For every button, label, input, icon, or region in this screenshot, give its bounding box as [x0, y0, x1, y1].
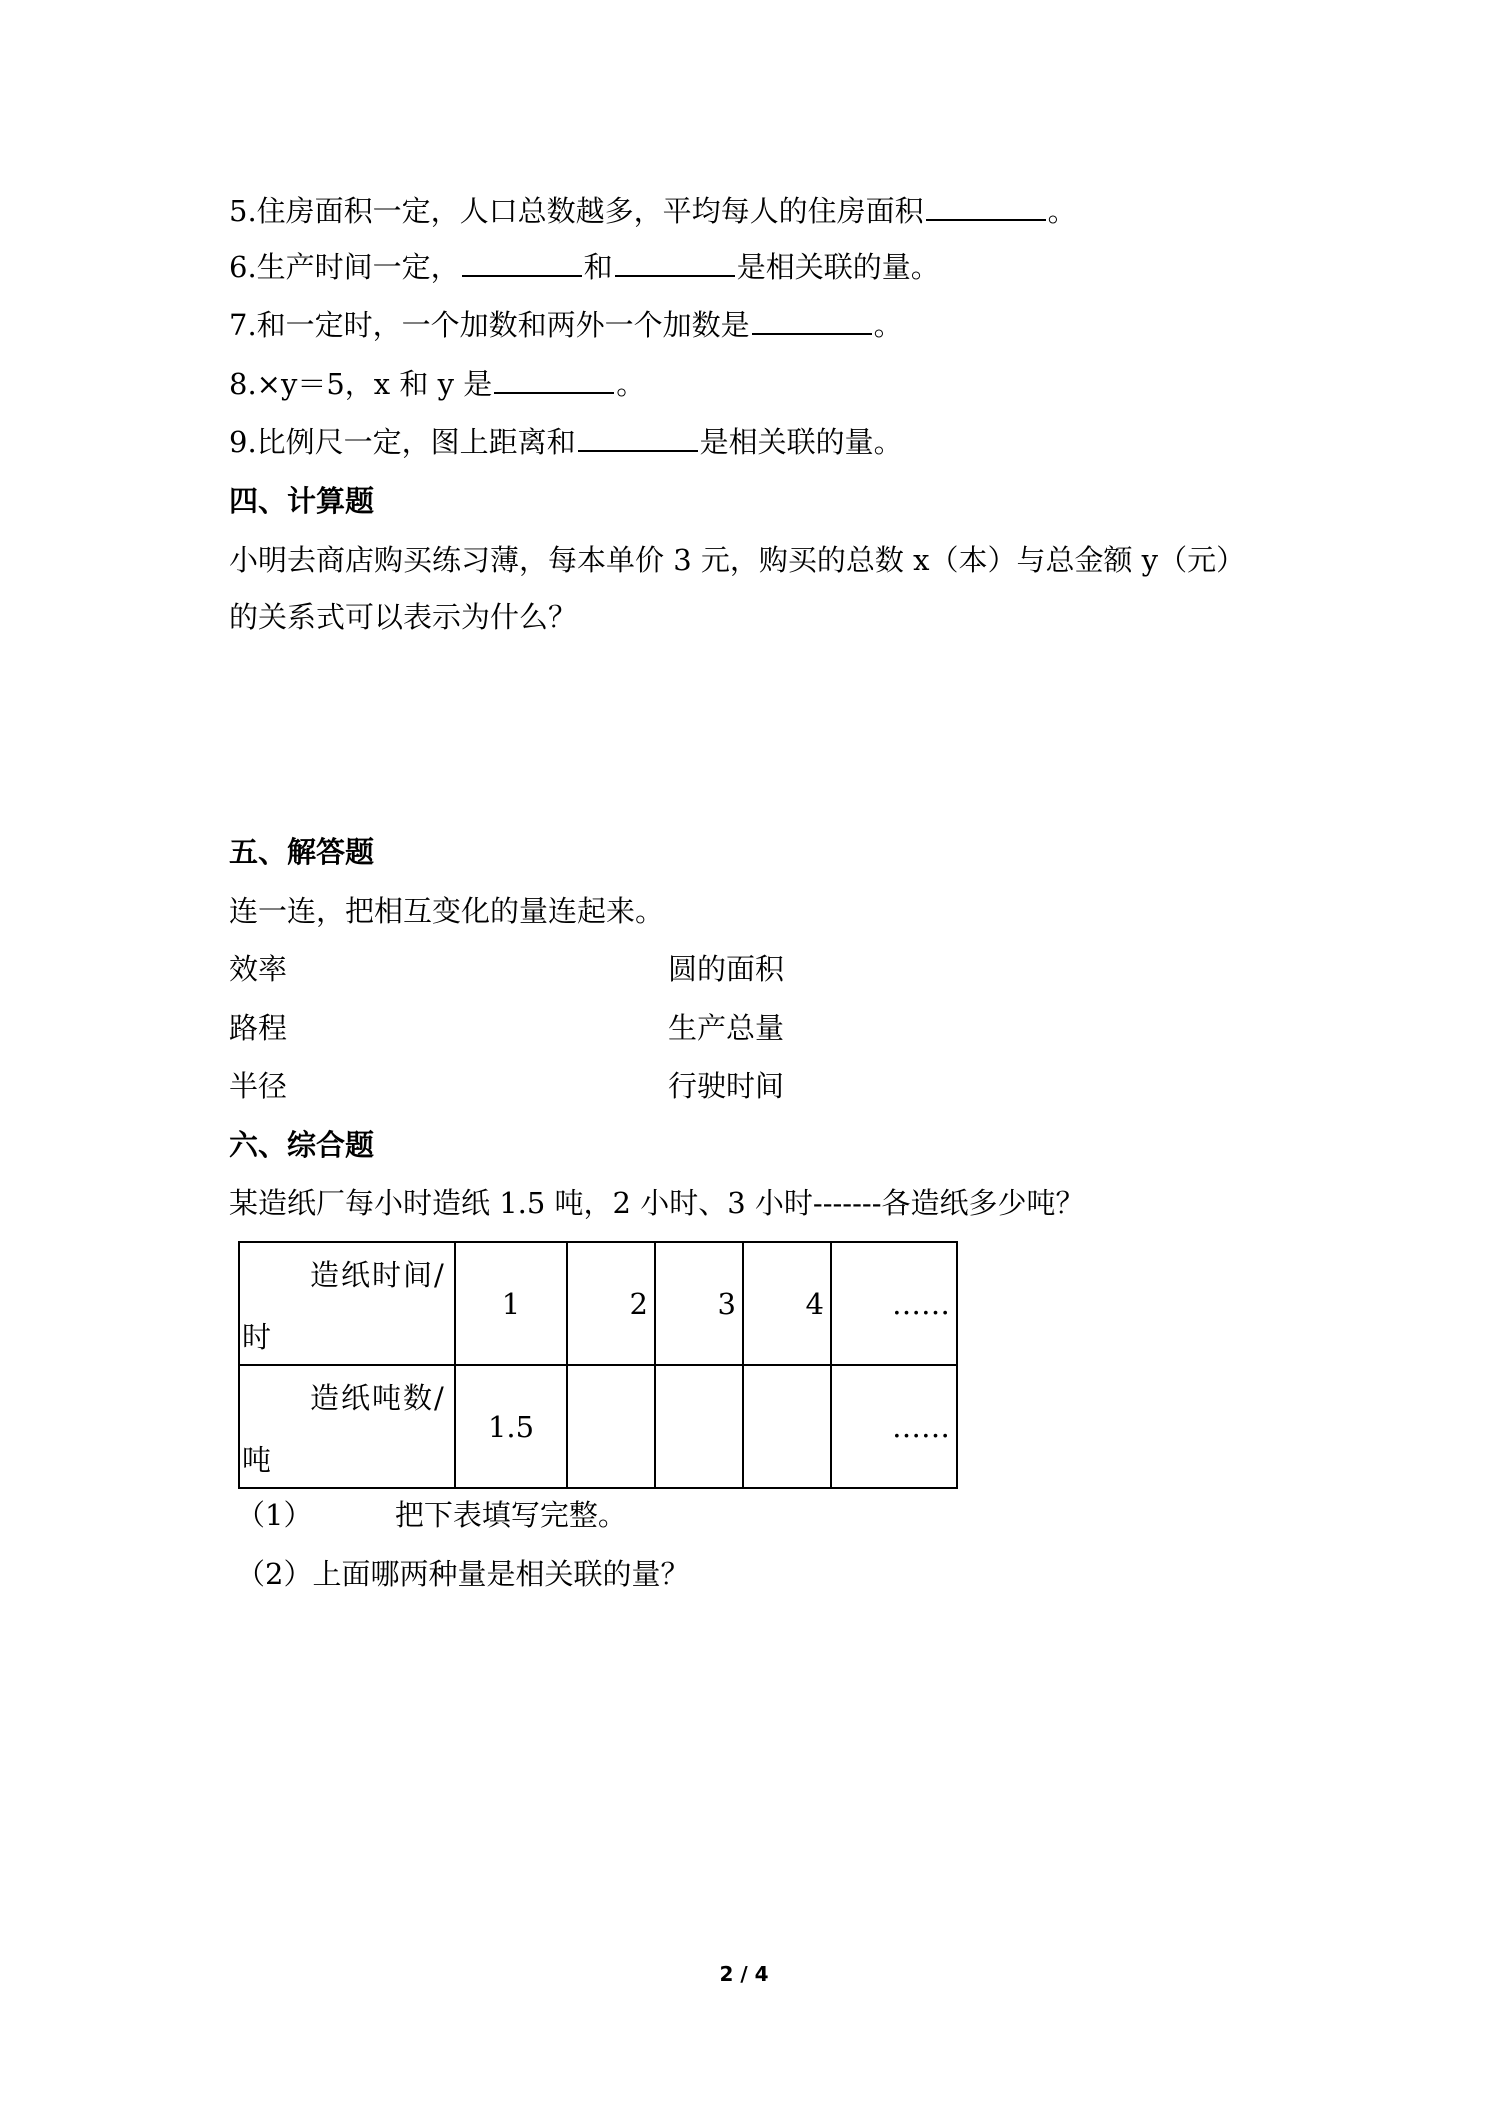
question-5-end: 。 — [1047, 194, 1077, 228]
section-4-question-line2: 的关系式可以表示为什么？ — [229, 600, 578, 634]
question-6-end: 是相关联的量。 — [736, 250, 940, 284]
section-6-question: 某造纸厂每小时造纸 1.5 吨，2 小时、3 小时-------各造纸多少吨？ — [229, 1186, 1085, 1220]
question-9-end: 是相关联的量。 — [699, 425, 903, 459]
answer-blank[interactable] — [615, 251, 735, 277]
question-5-text: 5.住房面积一定，人口总数越多，平均每人的住房面积 — [229, 194, 924, 228]
match-row — [229, 1010, 785, 1046]
match-right-item[interactable]: 生产总量 — [668, 1011, 785, 1045]
match-row — [229, 1068, 785, 1104]
question-9-text: 9.比例尺一定，图上距离和 — [229, 425, 576, 459]
table-cell: 1.5 — [455, 1365, 567, 1488]
question-5 — [229, 193, 1077, 229]
question-7 — [229, 307, 903, 343]
question-9 — [229, 424, 903, 460]
sub-question-2: （2）上面哪两种量是相关联的量？ — [236, 1557, 690, 1591]
section-5-instruction: 连一连，把相互变化的量连起来。 — [229, 894, 665, 928]
page-number: 2 / 4 — [719, 1962, 769, 1986]
question-7-end: 。 — [873, 308, 903, 342]
paper-production-table — [238, 1241, 958, 1489]
question-6-mid: 和 — [583, 250, 613, 284]
sub-question-1 — [236, 1497, 627, 1533]
answer-blank[interactable] — [462, 251, 582, 277]
match-left-item[interactable]: 半径 — [229, 1069, 288, 1103]
question-8 — [229, 366, 645, 402]
answer-blank[interactable] — [494, 368, 614, 394]
answer-blank[interactable] — [578, 426, 698, 452]
section-5-heading: 五、解答题 — [229, 835, 375, 869]
question-7-text: 7.和一定时，一个加数和两外一个加数是 — [229, 308, 750, 342]
table-cell: …… — [831, 1365, 957, 1488]
table-row — [239, 1242, 957, 1365]
table-cell: 3 — [655, 1242, 743, 1365]
row-header-time-bottom: 时 — [242, 1320, 272, 1354]
table-cell: 1 — [455, 1242, 567, 1365]
answer-blank[interactable] — [926, 195, 1046, 221]
question-6 — [229, 249, 940, 285]
question-8-end: 。 — [616, 367, 646, 401]
sub-question-1-text: 把下表填写完整。 — [394, 1498, 627, 1532]
sub-question-1-label: （1） — [236, 1498, 313, 1532]
match-left-item[interactable]: 路程 — [229, 1011, 288, 1045]
answer-cell[interactable] — [655, 1365, 743, 1488]
row-header-time-top: 造纸时间/ — [310, 1258, 446, 1292]
row-header-tons-top: 造纸吨数/ — [310, 1381, 446, 1415]
section-4-heading: 四、计算题 — [229, 484, 375, 518]
match-left-item[interactable]: 效率 — [229, 952, 288, 986]
table-row — [239, 1365, 957, 1488]
row-header-tons — [239, 1365, 455, 1488]
table-cell: 2 — [567, 1242, 655, 1365]
match-row — [229, 951, 785, 987]
match-right-item[interactable]: 行驶时间 — [668, 1069, 785, 1103]
answer-cell[interactable] — [743, 1365, 831, 1488]
question-6-text: 6.生产时间一定， — [229, 250, 460, 284]
match-right-item[interactable]: 圆的面积 — [668, 952, 785, 986]
section-6-heading: 六、综合题 — [229, 1128, 375, 1162]
table-cell: 4 — [743, 1242, 831, 1365]
section-4-question-line1: 小明去商店购买练习薄，每本单价 3 元，购买的总数 x（本）与总金额 y（元） — [229, 543, 1246, 577]
answer-blank[interactable] — [752, 309, 872, 335]
table-cell: …… — [831, 1242, 957, 1365]
answer-cell[interactable] — [567, 1365, 655, 1488]
question-8-text: 8.×y＝5，x 和 y 是 — [229, 367, 493, 401]
row-header-time — [239, 1242, 455, 1365]
row-header-tons-bottom: 吨 — [242, 1443, 272, 1477]
